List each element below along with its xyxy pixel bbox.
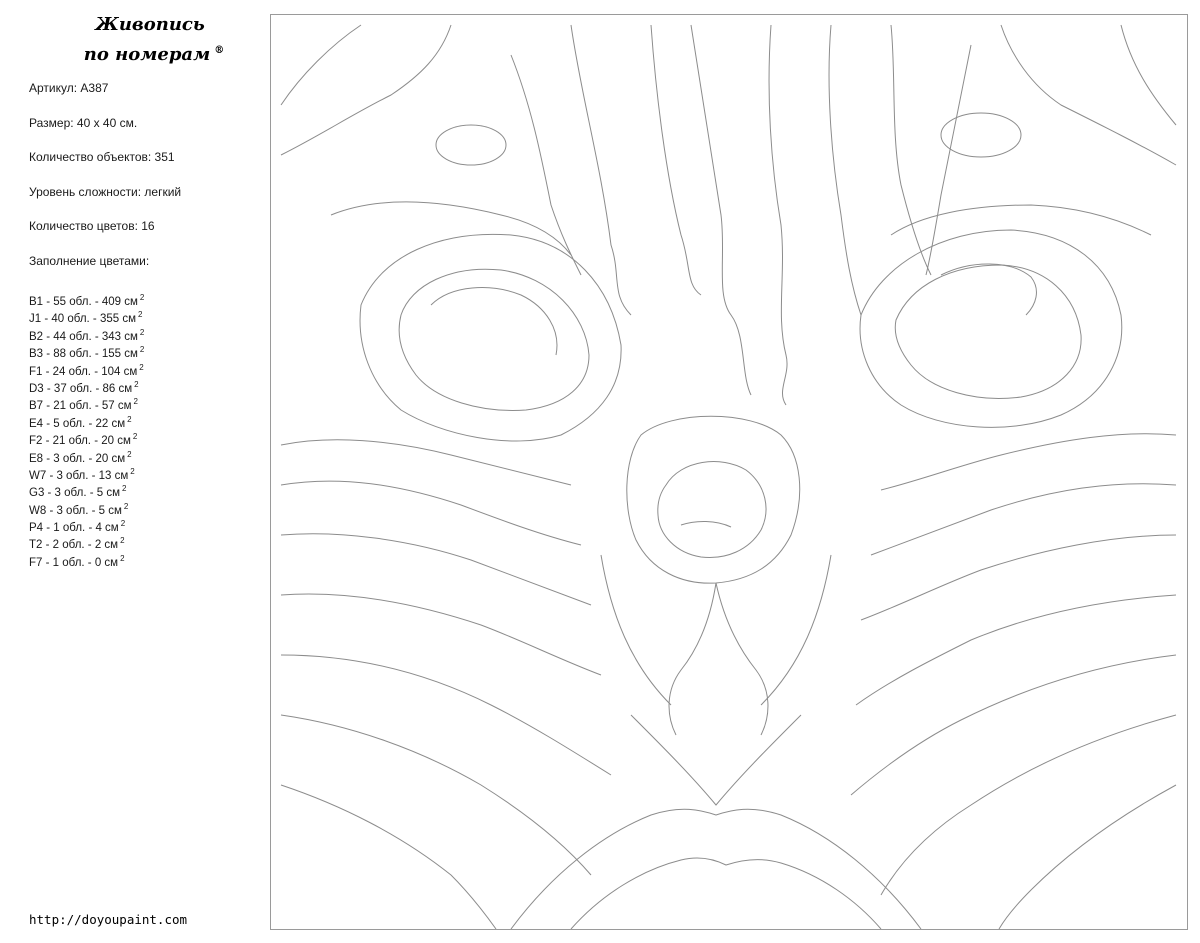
coloring-canvas: [270, 14, 1188, 930]
fill-row-e4: E4 - 5 обл. - 22 см $^2$: [29, 414, 132, 430]
fill-row-j1: J1 - 40 обл. - 355 см $^2$: [29, 310, 143, 326]
fill-row-f7: F7 - 1 обл. - 0 см $^2$: [29, 553, 125, 569]
spec-color-count: Количество цветов: 16: [29, 219, 155, 233]
fill-row-g3: G3 - 3 обл. - 5 см $^2$: [29, 484, 127, 500]
fill-row-e8: E8 - 3 обл. - 20 см $^2$: [29, 449, 132, 465]
fill-row-f2: F2 - 21 обл. - 20 см $^2$: [29, 432, 138, 447]
product-specs: [29, 80, 181, 287]
fill-row-b2: B2 - 44 обл. - 343 см $^2$: [29, 327, 145, 343]
spec-size: Размер: 40 х 40 см.: [29, 115, 138, 130]
website-link[interactable]: http://doyoupaint.com: [29, 912, 188, 927]
brand-title-line1: Живопись: [95, 14, 205, 35]
fill-row-t2: T2 - 2 обл. - 2 см $^2$: [29, 536, 125, 552]
spec-fill-heading: Заполнение цветами:: [29, 253, 150, 268]
spec-article: Артикул: A387: [29, 81, 109, 95]
brand-logo: [60, 12, 240, 68]
fill-row-p4: P4 - 1 обл. - 4 см $^2$: [29, 519, 126, 534]
fill-row-d3: D3 - 37 обл. - 86 см $^2$: [29, 379, 139, 395]
info-sidebar: [0, 0, 262, 943]
fill-row-b1: B1 - 55 обл. - 409 см $^2$: [29, 293, 145, 308]
fill-row-b7: B7 - 21 обл. - 57 см $^2$: [29, 397, 138, 413]
fill-row-b3: B3 - 88 обл. - 155 см $^2$: [29, 345, 145, 360]
spec-object-count: Количество объектов: 351: [29, 150, 175, 164]
fill-row-w8: W8 - 3 обл. - 5 см $^2$: [29, 501, 129, 517]
spec-difficulty: Уровень сложности: легкий: [29, 184, 182, 199]
cat-face-outline-icon: [271, 15, 1187, 929]
fill-row-w7: W7 - 3 обл. - 13 см $^2$: [29, 466, 135, 482]
color-fill-list: [29, 290, 144, 568]
registered-mark: ®: [214, 45, 225, 56]
fill-row-f1: F1 - 24 обл. - 104 см $^2$: [29, 362, 144, 378]
brand-title-line2: по номерам: [83, 44, 211, 65]
